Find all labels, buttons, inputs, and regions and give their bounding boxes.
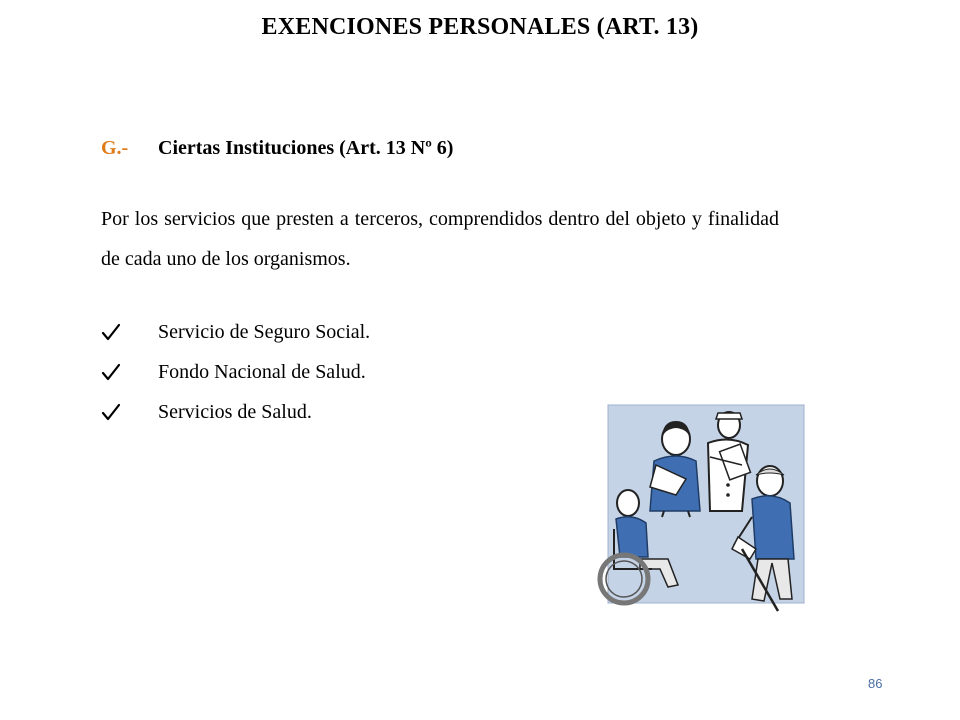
list-item-label: Servicio de Seguro Social. xyxy=(158,320,371,343)
slide-title: EXENCIONES PERSONALES (ART. 13) xyxy=(261,14,699,40)
section-heading xyxy=(101,137,453,160)
list-item xyxy=(101,352,370,392)
section-letter: G.- xyxy=(101,137,129,159)
description-paragraph: Por los servicios que presten a terceros, comprendidos dentro del objeto y finalidad de cada uno de los organismos. xyxy=(101,208,779,270)
checkmark-icon xyxy=(101,322,121,342)
list-item xyxy=(101,392,370,432)
healthcare-people-illustration xyxy=(592,399,819,621)
page-number: 86 xyxy=(868,676,883,691)
section-heading-text: Ciertas Instituciones (Art. 13 Nº 6) xyxy=(158,137,454,159)
list-item-label: Fondo Nacional de Salud. xyxy=(158,360,366,383)
checkmark-icon xyxy=(101,402,121,422)
checkmark-icon xyxy=(101,362,121,382)
list-item xyxy=(101,312,370,352)
institution-list xyxy=(101,312,370,432)
list-item-label: Servicios de Salud. xyxy=(158,400,312,423)
